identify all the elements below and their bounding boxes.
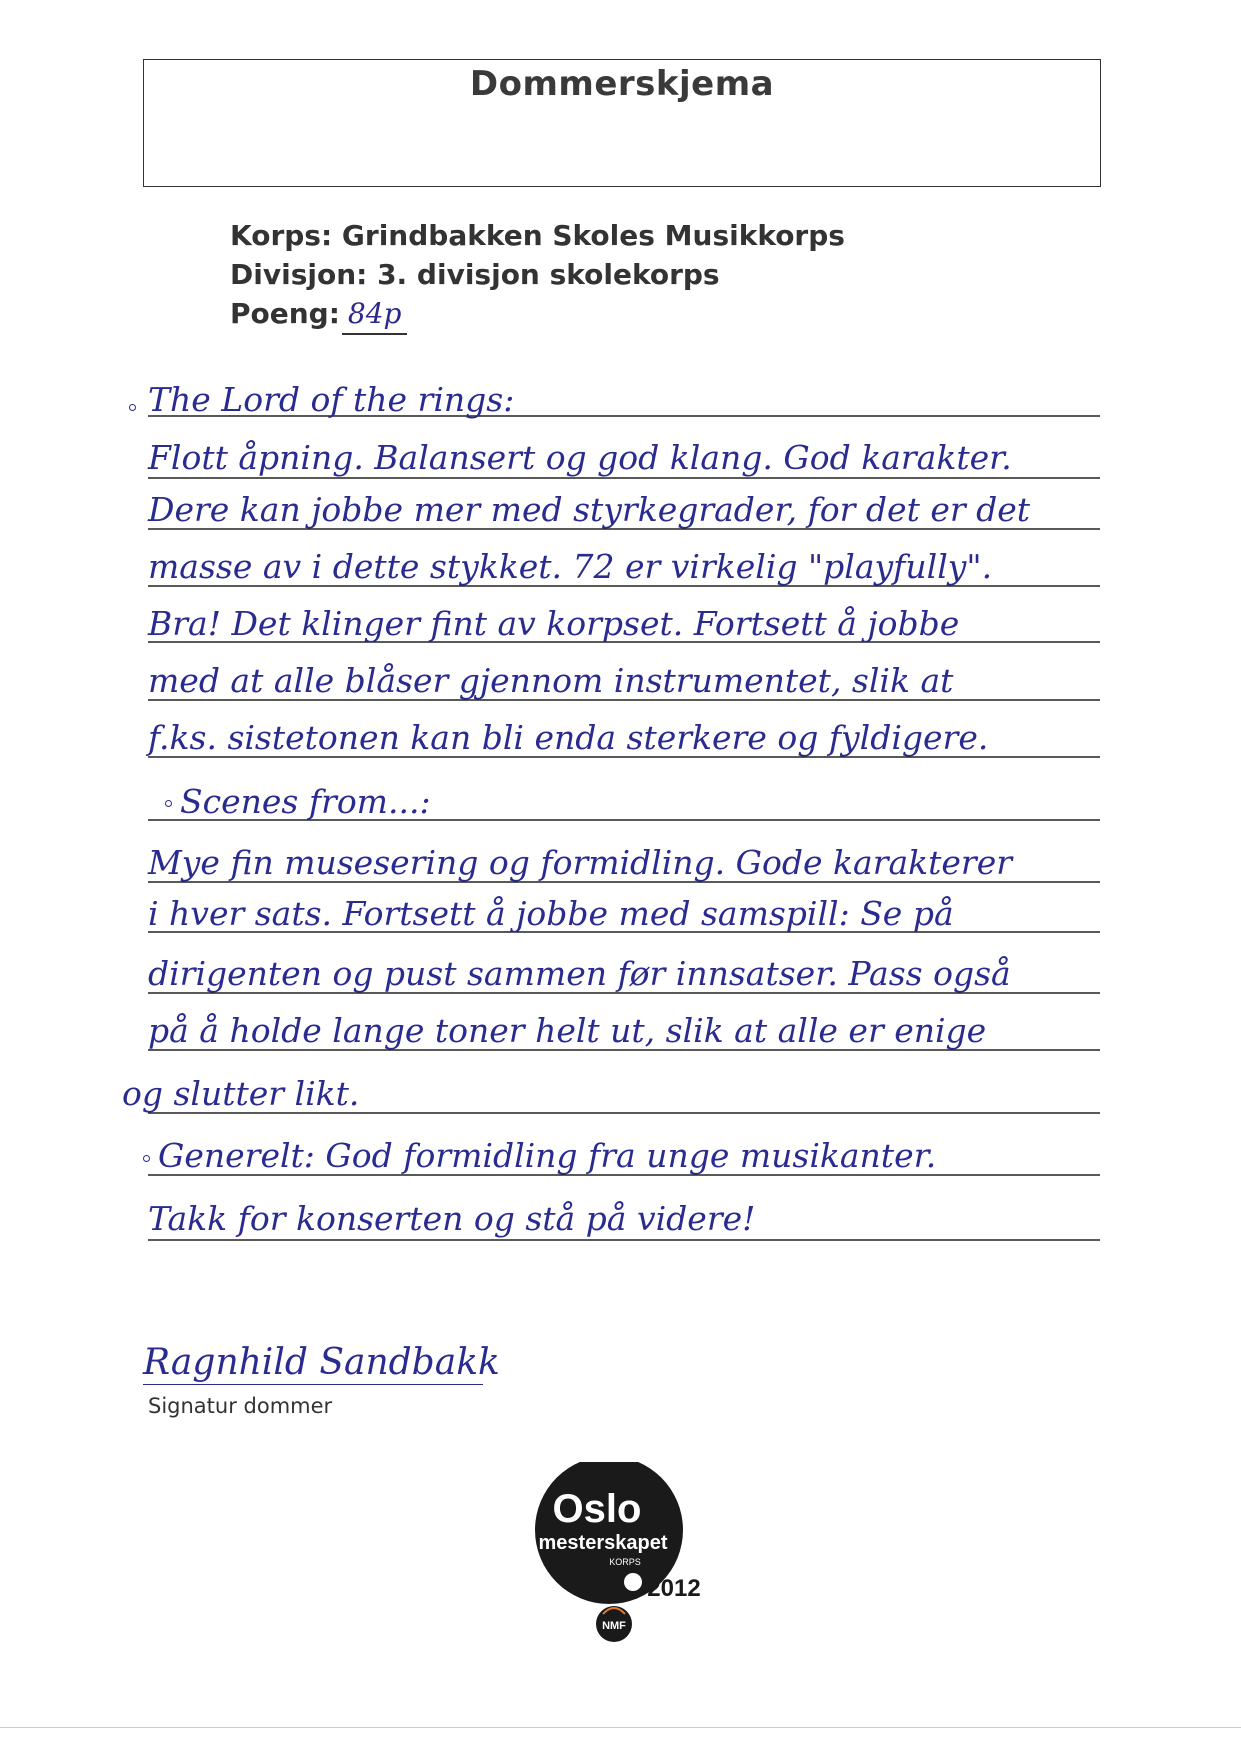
korps-field: Korps: Grindbakken Skoles Musikkorps	[230, 219, 845, 252]
comment-line: masse av i dette stykket. 72 er virkelig "playfully".	[148, 547, 993, 586]
comment-line: Bra! Det klinger fint av korpset. Fortsett å jobbe	[148, 604, 960, 643]
signature-line	[143, 1384, 483, 1385]
comment-line: Flott åpning. Balansert og god klang. God karakter.	[148, 438, 1012, 477]
comment-line: The Lord of the rings:	[148, 380, 515, 419]
poeng-label: Poeng:	[230, 297, 340, 330]
comment-line: Dere kan jobbe mer med styrkegrader, for det er det	[148, 490, 1031, 529]
logo-nmf: NMF	[602, 1620, 626, 1632]
divisjon-field: Divisjon: 3. divisjon skolekorps	[230, 258, 720, 291]
bullet-icon	[129, 404, 136, 411]
comment-line: Takk for konserten og stå på videre!	[148, 1199, 756, 1238]
comment-line: med at alle blåser gjennom instrumentet, slik at	[148, 661, 954, 700]
comment-line: Generelt: God formidling fra unge musikanter.	[158, 1136, 937, 1175]
logo-year: 2012	[647, 1575, 701, 1602]
comment-line: Mye fin musesering og formidling. Gode karakterer	[148, 843, 1013, 882]
comment-line: Scenes from...:	[180, 782, 431, 821]
comment-line: f.ks. sistetonen kan bli enda sterkere og fyldigere.	[148, 718, 989, 757]
bullet-icon	[143, 1155, 150, 1162]
footer-line	[0, 1727, 1241, 1728]
logo-korps: KORPS	[609, 1557, 641, 1567]
comment-line: på å holde lange toner helt ut, slik at alle er enige	[148, 1011, 987, 1050]
logo-mesterskapet: mesterskapet	[538, 1532, 668, 1554]
logo-dot	[624, 1573, 642, 1591]
signature-label: Signatur dommer	[148, 1394, 333, 1418]
signature: Ragnhild Sandbakk	[143, 1342, 500, 1383]
poeng-value: 84p	[342, 294, 408, 335]
comment-line: i hver sats. Fortsett å jobbe med samspill: Se på	[148, 894, 954, 933]
comment-line: dirigenten og pust sammen før innsatser. Pass også	[148, 954, 1011, 993]
oslo-mesterskapet-logo	[519, 1462, 729, 1642]
logo-oslo: Oslo	[552, 1487, 642, 1531]
comment-line: og slutter likt.	[122, 1074, 360, 1113]
form-title: Dommerskjema	[469, 64, 775, 104]
bullet-icon	[165, 800, 172, 807]
